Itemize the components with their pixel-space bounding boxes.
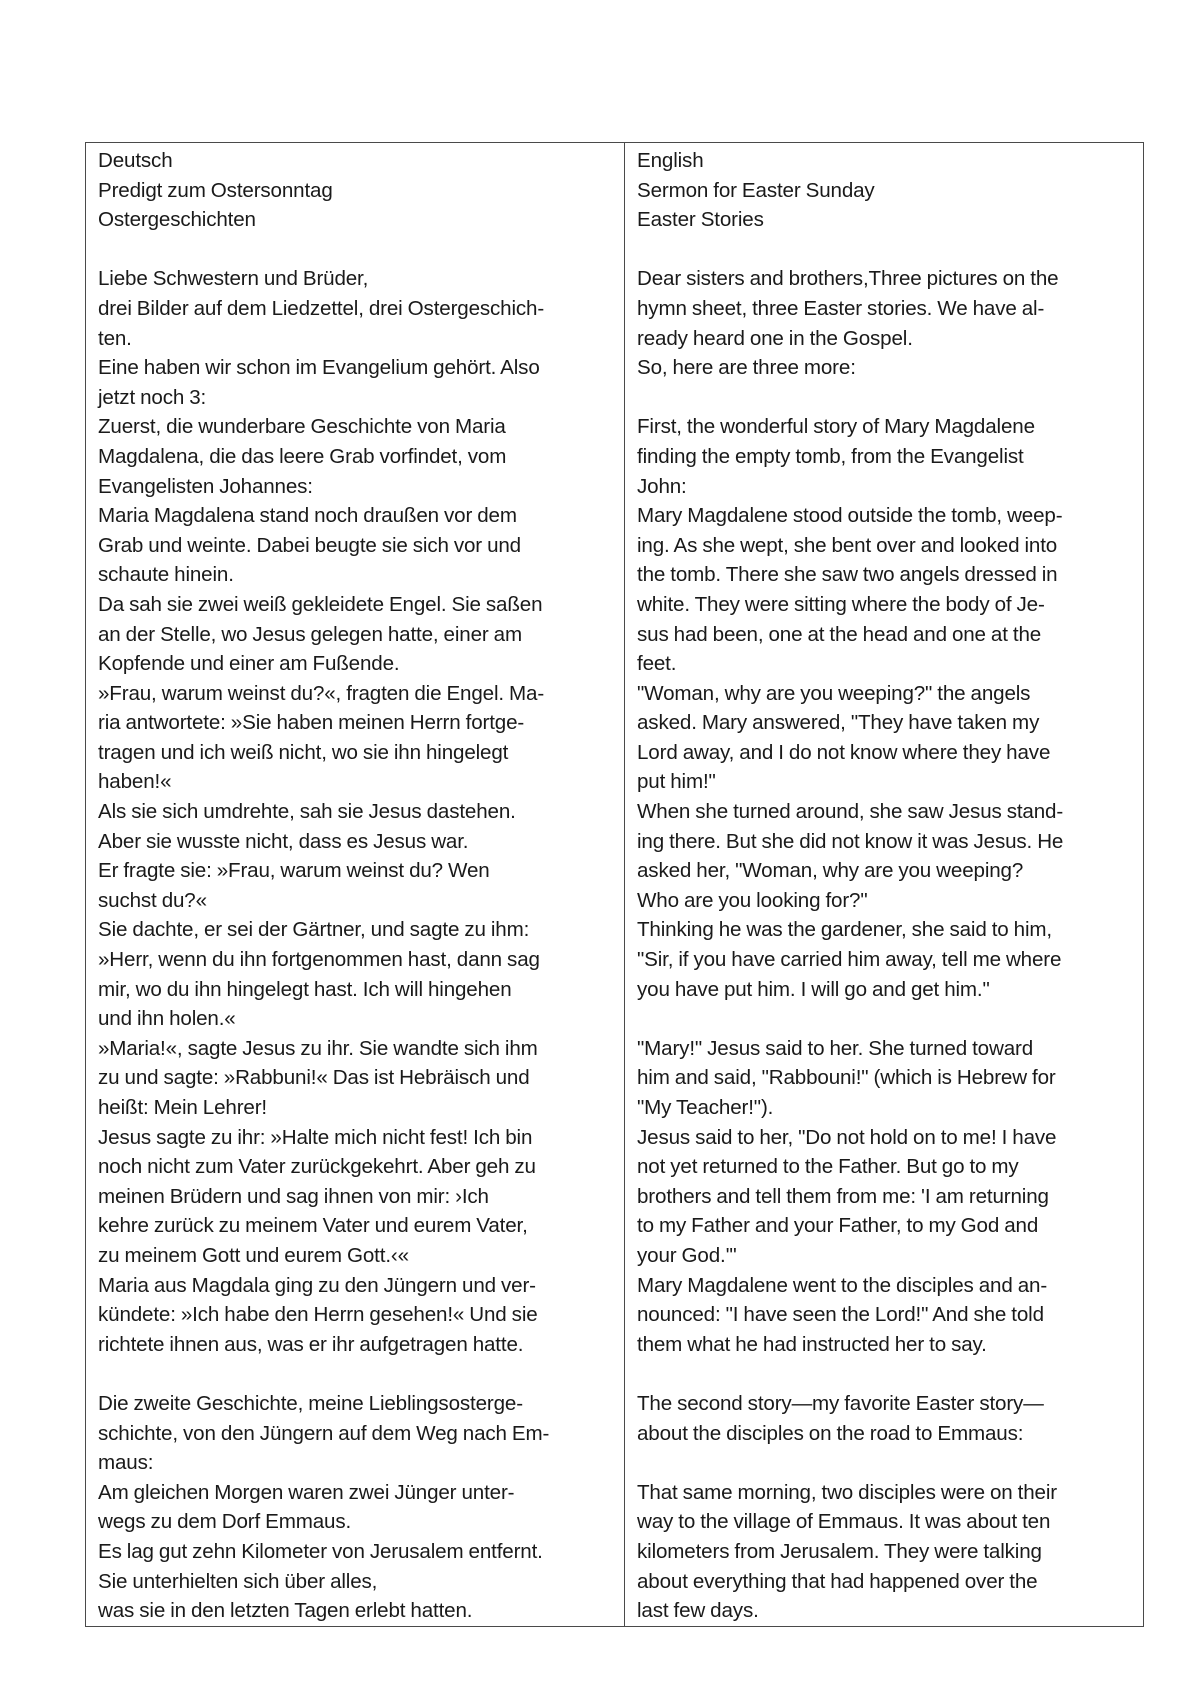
text-line: Sie dachte, er sei der Gärtner, und sagte zu ihm:: [98, 918, 530, 942]
text-line: Sie unterhielten sich über alles,: [98, 1569, 378, 1593]
blank-line: [98, 1359, 616, 1389]
text-line: Lord away, and I do not know where they have: [637, 740, 1051, 764]
text-line: »Frau, warum weinst du?«, fragten die Engel. Ma-: [98, 681, 545, 705]
text-line: an der Stelle, wo Jesus gelegen hatte, einer am: [98, 622, 522, 646]
text-line: your God.'": [637, 1243, 737, 1267]
text-line: drei Bilder auf dem Liedzettel, drei Ostergeschich-: [98, 296, 545, 320]
text-line: maus:: [98, 1451, 154, 1475]
text-line: The second story—my favorite Easter story—: [637, 1391, 1044, 1415]
text-line: him and said, "Rabbouni!" (which is Hebrew for: [637, 1066, 1056, 1090]
text-line: und ihn holen.«: [98, 1007, 236, 1031]
text-line: them what he had instructed her to say.: [637, 1332, 987, 1356]
text-line: Er fragte sie: »Frau, warum weinst du? Wen: [98, 859, 490, 883]
text-line: heißt: Mein Lehrer!: [98, 1096, 267, 1119]
text-line: to my Father and your Father, to my God and: [637, 1214, 1039, 1238]
text-line: mir, wo du ihn hingelegt hast. Ich will hingehen: [98, 977, 512, 1001]
text-line: Mary Magdalene went to the disciples and an-: [637, 1273, 1048, 1297]
text-line: Magdalena, die das leere Grab vorfindet, vom: [98, 444, 507, 468]
text-line: brothers and tell them from me: 'I am returning: [637, 1184, 1049, 1208]
blank-line: [637, 1448, 1135, 1478]
text-line: Es lag gut zehn Kilometer von Jerusalem entfernt.: [98, 1539, 543, 1563]
text-line: zu meinem Gott und eurem Gott.‹«: [98, 1243, 409, 1267]
text-line: Kopfende und einer am Fußende.: [98, 652, 400, 676]
text-line: Jesus sagte zu ihr: »Halte mich nicht fest! Ich bin: [98, 1125, 533, 1149]
text-line: "Mary!" Jesus said to her. She turned toward: [637, 1036, 1034, 1060]
text-line: Eine haben wir schon im Evangelium gehört. Also: [98, 356, 540, 380]
text-line: haben!«: [98, 770, 172, 794]
text-line: Mary Magdalene stood outside the tomb, weep-: [637, 504, 1063, 528]
text-line: last few days.: [637, 1599, 759, 1623]
german-column: [86, 143, 625, 1627]
text-line: Who are you looking for?": [637, 888, 868, 912]
text-line: Dear sisters and brothers,Three pictures on the: [637, 267, 1059, 291]
blank-line: [637, 383, 1135, 413]
text-line: meinen Brüdern und sag ihnen von mir: ›Ich: [98, 1184, 489, 1208]
text-line: "Woman, why are you weeping?" the angels: [637, 681, 1031, 705]
text-line: That same morning, two disciples were on their: [637, 1480, 1057, 1504]
text-line: tragen und ich weiß nicht, wo sie ihn hingelegt: [98, 740, 509, 764]
text-line: suchst du?«: [98, 888, 207, 912]
blank-line: [637, 1004, 1135, 1034]
text-line: asked. Mary answered, "They have taken my: [637, 711, 1040, 735]
text-line: nounced: "I have seen the Lord!" And she told: [637, 1303, 1044, 1327]
text-line: wegs zu dem Dorf Emmaus.: [98, 1510, 352, 1534]
text-line: kehre zurück zu meinem Vater und eurem Vater,: [98, 1214, 528, 1238]
text-line: ing there. But she did not know it was Jesus. He: [637, 829, 1064, 853]
text-line: about the disciples on the road to Emmaus:: [637, 1421, 1024, 1445]
text-line: put him!": [637, 770, 716, 794]
text-line: jetzt noch 3:: [98, 385, 207, 409]
text-line: feet.: [637, 652, 677, 676]
text-line: Grab und weinte. Dabei beugte sie sich vor und: [98, 533, 521, 557]
text-line: Maria Magdalena stand noch draußen vor dem: [98, 504, 517, 528]
text-line: kündete: »Ich habe den Herrn gesehen!« Und sie: [98, 1303, 538, 1327]
text-line: Jesus said to her, "Do not hold on to me! I have: [637, 1125, 1057, 1149]
text-line: asked her, "Woman, why are you weeping?: [637, 859, 1024, 883]
text-line: Thinking he was the gardener, she said to him,: [637, 918, 1052, 942]
text-line: Evangelisten Johannes:: [98, 474, 313, 498]
text-line: kilometers from Jerusalem. They were talking: [637, 1539, 1042, 1563]
text-line: "My Teacher!").: [637, 1096, 774, 1119]
text-line: When she turned around, she saw Jesus stand-: [637, 800, 1064, 824]
text-line: ria antwortete: »Sie haben meinen Herrn fortge-: [98, 711, 525, 735]
text-line: schichte, von den Jüngern auf dem Weg nach Em-: [98, 1421, 550, 1445]
sermon-title: Sermon for Easter Sunday: [637, 178, 875, 202]
text-line: sus had been, one at the head and one at the: [637, 622, 1042, 646]
text-line: ing. As she wept, she bent over and looked into: [637, 533, 1058, 557]
text-line: schaute hinein.: [98, 563, 234, 587]
text-line: ten.: [98, 326, 132, 350]
text-line: zu und sagte: »Rabbuni!« Das ist Hebräisch und: [98, 1066, 530, 1090]
column-language-heading: English: [637, 149, 704, 172]
text-line: Zuerst, die wunderbare Geschichte von Maria: [98, 415, 506, 439]
blank-line: [98, 235, 616, 265]
text-line: Am gleichen Morgen waren zwei Jünger unter-: [98, 1480, 515, 1504]
blank-line: [637, 1359, 1135, 1389]
text-line: not yet returned to the Father. But go to my: [637, 1155, 1019, 1179]
text-line: the tomb. There she saw two angels dressed in: [637, 563, 1058, 587]
sermon-subtitle: Easter Stories: [637, 208, 764, 232]
column-language-heading: Deutsch: [98, 149, 173, 172]
text-line: So, here are three more:: [637, 356, 856, 380]
text-line: "Sir, if you have carried him away, tell me where: [637, 948, 1062, 972]
text-line: was sie in den letzten Tagen erlebt hatten.: [98, 1599, 473, 1623]
bilingual-sermon-table: [85, 142, 1144, 1627]
text-line: Liebe Schwestern und Brüder,: [98, 267, 369, 291]
text-line: Als sie sich umdrehte, sah sie Jesus dastehen.: [98, 800, 516, 824]
text-line: about everything that had happened over the: [637, 1569, 1038, 1593]
text-line: Maria aus Magdala ging zu den Jüngern und ver-: [98, 1273, 536, 1297]
text-line: white. They were sitting where the body of Je-: [637, 592, 1045, 616]
blank-line: [637, 235, 1135, 265]
text-line: finding the empty tomb, from the Evangelist: [637, 444, 1024, 468]
sermon-title: Predigt zum Ostersonntag: [98, 178, 333, 202]
text-line: richtete ihnen aus, was er ihr aufgetragen hatte.: [98, 1332, 524, 1356]
text-line: Aber sie wusste nicht, dass es Jesus war.: [98, 829, 469, 853]
text-line: »Herr, wenn du ihn fortgenommen hast, dann sag: [98, 948, 540, 972]
text-line: Die zweite Geschichte, meine Lieblingsosterge-: [98, 1391, 523, 1415]
text-line: First, the wonderful story of Mary Magdalene: [637, 415, 1035, 439]
text-line: »Maria!«, sagte Jesus zu ihr. Sie wandte sich ihm: [98, 1036, 538, 1060]
text-line: Da sah sie zwei weiß gekleidete Engel. Sie saßen: [98, 592, 543, 616]
text-line: John:: [637, 474, 687, 498]
sermon-subtitle: Ostergeschichten: [98, 208, 256, 232]
text-line: hymn sheet, three Easter stories. We have al-: [637, 296, 1045, 320]
english-column: [625, 143, 1144, 1627]
text-line: noch nicht zum Vater zurückgekehrt. Aber geh zu: [98, 1155, 536, 1179]
table-row: [86, 143, 1144, 1627]
text-line: way to the village of Emmaus. It was about ten: [637, 1510, 1051, 1534]
text-line: ready heard one in the Gospel.: [637, 326, 913, 350]
text-line: you have put him. I will go and get him.": [637, 977, 990, 1001]
